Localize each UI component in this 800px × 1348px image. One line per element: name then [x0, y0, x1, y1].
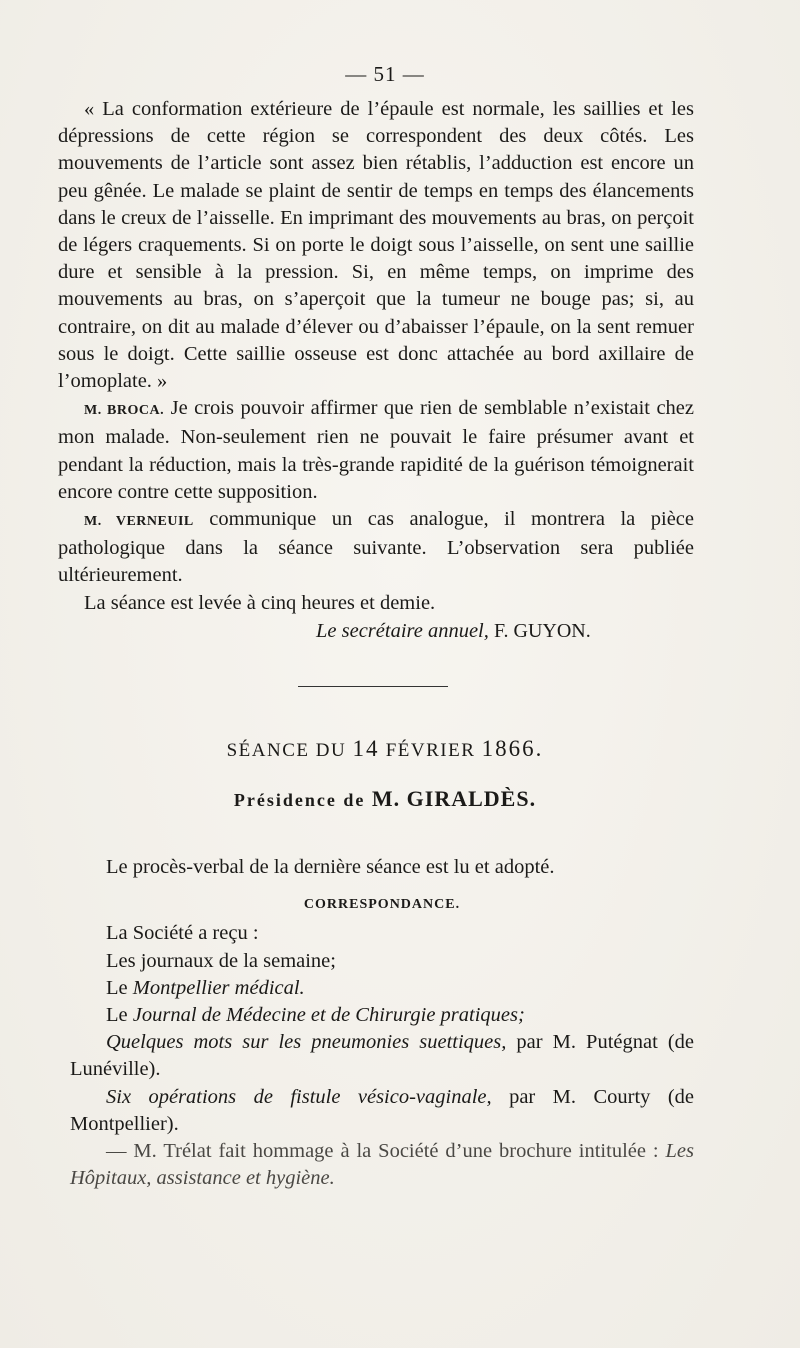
presidence-label: Présidence de: [233, 790, 366, 810]
seance-month: FÉVRIER: [385, 740, 476, 761]
corr-item-pneumonies-title: Quelques mots sur les pneumonies suettiques,: [106, 1031, 507, 1054]
corr-item-trelat-title: Les Hôpitaux, assistance et hygiène.: [70, 1140, 694, 1190]
paragraph-observation: « La conformation extérieure de l’épaule est normale, les saillies et les dépressions de cette région se correspondent des deux côtés. Les mouvements de l’article sont assez bien rétablis, l’adduction est encore un peu gênée. Le malade se plaint de sentir de temps en temps des élancements dans le creux de l’aisselle. En imprimant des mouvements au bras, on perçoit de légers craquements. Si on porte le doigt sous l’aisselle, on sent une saillie dure et sensible à la pression. Si, en même temps, on imprime des mouvements au bras, on s’aperçoit que la tumeur ne bouge pas; si, au contraire, on dit au malade d’élever ou d’abaisser l’épaule, on la sent remuer sous le doigt. Cette saillie osseuse est donc attachée au bord axillaire de l’omoplate. »: [58, 98, 694, 393]
signature: [316, 620, 591, 643]
signature-name: F. GUYON.: [494, 620, 591, 642]
seance-year: 1866.: [481, 736, 544, 761]
broca-text: Je crois pouvoir affirmer que rien de semblable n’existait chez mon malade. Non-seulement rien ne pouvait le faire présumer avant et pendant la réduction, mais la très-grande rapidité de la guérison témoignerait encore contre cette supposition.: [58, 397, 695, 503]
presidence-heading: [0, 786, 770, 812]
speaker-verneuil: M. VERNEUIL: [84, 514, 194, 530]
seance-prefix: SÉANCE DU: [226, 740, 347, 761]
corr-item-fistule: [70, 1084, 694, 1138]
paragraph-verneuil: [58, 506, 694, 590]
verneuil-text: communique un cas analogue, il montrera la pièce pathologique dans la séance suivante. L’observation sera publiée ultérieurement.: [58, 508, 694, 587]
section-divider: [298, 686, 448, 687]
corr-item-fistule-title: Six opérations de fistule vésico-vaginale,: [106, 1085, 492, 1108]
page-number: — 51 —: [345, 62, 425, 86]
seance-heading: [0, 736, 770, 762]
signature-role: Le secrétaire annuel,: [316, 620, 489, 642]
corr-item-montpellier-prefix: Le: [106, 976, 133, 999]
corr-item-trelat-text: — M. Trélat fait hommage à la Société d’une brochure intitulée :: [106, 1140, 666, 1163]
corr-item-montpellier-title: Montpellier médical.: [132, 976, 305, 999]
corr-item-montpellier: [70, 975, 694, 1002]
speaker-broca: M. BROCA.: [84, 403, 165, 419]
paragraph-closing: La séance est levée à cinq heures et demie.: [84, 591, 436, 614]
president-name: M. GIRALDÈS.: [371, 786, 537, 811]
seance-day: 14: [352, 736, 380, 761]
proces-verbal: Le procès-verbal de la dernière séance est lu et adopté.: [106, 856, 555, 878]
corr-item-journal-medecine: [70, 1002, 694, 1029]
corr-item-pneumonies-author: par M. Putégnat (de Lunéville).: [70, 1031, 695, 1081]
corr-item-fistule-author: par M. Courty (de Montpellier).: [70, 1085, 694, 1135]
corr-intro: La Société a reçu :: [106, 922, 259, 945]
corr-item-pneumonies: [70, 1029, 694, 1083]
main-text: [58, 96, 694, 617]
corr-item-journaux: Les journaux de la semaine;: [106, 949, 336, 972]
correspondance-heading: CORRESPONDANCE.: [303, 897, 461, 913]
seance-body: [70, 854, 694, 1192]
corr-item-journal-prefix: Le: [106, 1004, 133, 1027]
paragraph-broca: [58, 395, 694, 506]
corr-item-trelat: [70, 1138, 694, 1192]
corr-item-journal-title: Journal de Médecine et de Chirurgie pratiques;: [132, 1004, 525, 1027]
